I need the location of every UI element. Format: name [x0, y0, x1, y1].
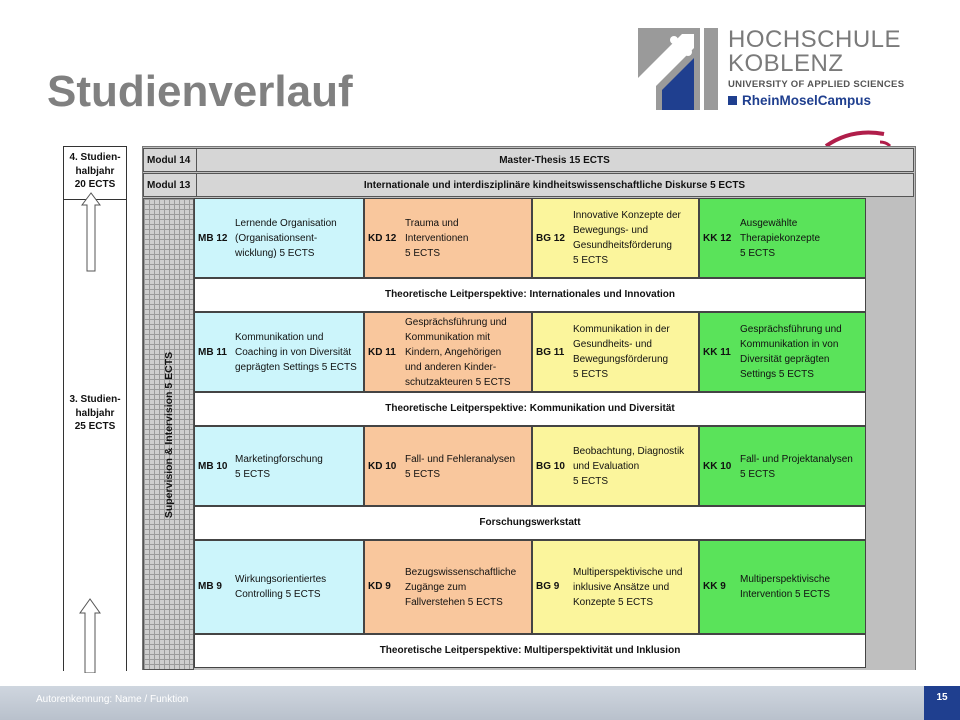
module-text-line: Kindern, Angehörigen: [405, 347, 502, 358]
module-text-line: Fall- und Projektanalysen: [740, 454, 853, 465]
module-text-line: Interventionen: [405, 233, 469, 244]
module-text-line: 5 ECTS: [235, 469, 271, 480]
module-code: KK 9: [703, 581, 726, 592]
module-text-line: Kommunikation in von: [740, 339, 839, 350]
module-code: MB 10: [198, 461, 228, 472]
module-text-line: Multiperspektivische: [740, 574, 831, 585]
module-text-line: Diversität geprägten: [740, 354, 830, 365]
module-text-line: Kommunikation und: [235, 332, 324, 343]
module-code: KD 9: [368, 581, 391, 592]
logo-name-line1: HOCHSCHULE: [728, 26, 902, 53]
module-cell-kd11: [364, 312, 532, 392]
module-cell-bg10: [532, 426, 699, 506]
modul-13-label: Modul 13: [147, 180, 191, 191]
leitperspektive-row: Theoretische Leitperspektive: Internationales und Innovation: [194, 278, 866, 312]
module-code: KD 11: [368, 347, 396, 358]
module-text-line: Coaching in von Diversität: [235, 347, 352, 358]
module-text-line: und anderen Kinder-: [405, 362, 497, 373]
module-code: KD 10: [368, 461, 397, 472]
module-code: KK 10: [703, 461, 732, 472]
module-cell-kk9: [699, 540, 866, 634]
footer-author: Autorenkennung: Name / Funktion: [36, 694, 189, 705]
modul-13-row: [143, 173, 914, 197]
page-title: Studienverlauf: [47, 67, 353, 116]
logo-subtitle: UNIVERSITY OF APPLIED SCIENCES: [728, 79, 905, 90]
module-code: KD 12: [368, 233, 397, 244]
module-text-line: (Organisationsent-: [235, 233, 318, 244]
logo-campus: [728, 93, 871, 108]
semester-3-line1: 3. Studien-: [69, 394, 121, 405]
module-text-line: Fall- und Fehleranalysen: [405, 454, 516, 465]
module-text-line: 5 ECTS: [573, 369, 609, 380]
page-number: 15: [924, 686, 960, 720]
module-text-line: Intervention 5 ECTS: [740, 589, 831, 600]
modul-14-label: Modul 14: [147, 155, 191, 166]
module-code: BG 12: [536, 233, 565, 244]
module-cell-mb10: [194, 426, 364, 506]
module-text-line: 5 ECTS: [573, 476, 609, 487]
module-text-line: Gesundheitsförderung: [573, 240, 672, 251]
module-text-line: und Evaluation: [573, 461, 640, 472]
module-code: BG 11: [536, 347, 565, 358]
module-code: KK 12: [703, 233, 732, 244]
module-text-line: 5 ECTS: [405, 469, 441, 480]
module-text-line: wicklung) 5 ECTS: [235, 248, 315, 259]
semester-3-line3: 25 ECTS: [74, 421, 116, 432]
modul-14-row: [143, 148, 914, 172]
module-text-line: Bezugswissenschaftliche: [405, 567, 517, 578]
university-logo: [638, 28, 922, 110]
module-cell-kd10: [364, 426, 532, 506]
module-cell-kk12: [699, 198, 866, 278]
module-cell-kd12: [364, 198, 532, 278]
module-text-line: geprägten Settings 5 ECTS: [235, 362, 357, 373]
supervision-label: Supervision & Intervision 5 ECTS: [163, 351, 175, 519]
module-text-line: Beobachtung, Diagnostik: [573, 446, 685, 457]
module-code: KK 11: [703, 347, 731, 358]
semester-column: [63, 146, 127, 671]
semester-3-label: [64, 393, 126, 434]
semester-4-line1: 4. Studien-: [69, 152, 121, 163]
semester-3-line2: halbjahr: [75, 407, 115, 419]
module-text-line: Gesprächsführung und: [740, 324, 842, 335]
module-cell-mb12: [194, 198, 364, 278]
module-text-line: 5 ECTS: [573, 255, 609, 266]
module-text-line: Controlling 5 ECTS: [235, 589, 321, 600]
module-text-line: Therapiekonzepte: [740, 233, 821, 244]
module-text-line: Kommunikation in der: [573, 324, 670, 335]
module-cell-mb9: [194, 540, 364, 634]
semester-4-line3: 20 ECTS: [74, 179, 116, 190]
semester-4-line2: halbjahr: [75, 165, 115, 177]
module-text-line: Bewegungsförderung: [573, 354, 669, 365]
module-cell-kk11: [699, 312, 866, 392]
modul-14-title: Master-Thesis 15 ECTS: [499, 155, 610, 166]
module-text-line: schutzakteuren 5 ECTS: [405, 377, 511, 388]
module-code: BG 10: [536, 461, 565, 472]
module-code: MB 9: [198, 581, 222, 592]
module-text-line: Trauma und: [405, 218, 459, 229]
module-text-line: inklusive Ansätze und: [573, 582, 670, 593]
module-cell-bg12: [532, 198, 699, 278]
campus-name: RheinMoselCampus: [742, 93, 872, 108]
semester-4-label: [64, 151, 126, 192]
module-text-line: Settings 5 ECTS: [740, 369, 814, 380]
logo-name-line2: KOBLENZ: [728, 50, 844, 77]
module-text-line: 5 ECTS: [405, 248, 441, 259]
module-text-line: Konzepte 5 ECTS: [573, 597, 654, 608]
leitperspektive-row: Theoretische Leitperspektive: Kommunikation und Diversität: [194, 392, 866, 426]
module-text-line: Innovative Konzepte der: [573, 210, 681, 221]
module-cell-kd9: [364, 540, 532, 634]
module-cell-bg9: [532, 540, 699, 634]
supervision-column: [143, 198, 194, 670]
arrow-up-icon: [78, 597, 102, 673]
module-text-line: 5 ECTS: [740, 248, 776, 259]
module-text-line: Kommunikation mit: [405, 332, 491, 343]
module-cell-kk10: [699, 426, 866, 506]
module-text-line: Bewegungs- und: [573, 225, 649, 236]
leitperspektive-row: Theoretische Leitperspektive: Multiperspektivität und Inklusion: [194, 634, 866, 668]
module-text-line: Gesprächsführung und: [405, 317, 507, 328]
module-code: MB 11: [198, 347, 227, 358]
module-text-line: Multiperspektivische und: [573, 567, 683, 578]
module-text-line: Wirkungsorientiertes: [235, 574, 327, 585]
module-text-line: Zugänge zum: [405, 582, 467, 593]
footer-bar: [0, 686, 924, 720]
module-cell-bg11: [532, 312, 699, 392]
forschungswerkstatt-row: Forschungswerkstatt: [194, 506, 866, 540]
campus-square-icon: [728, 96, 737, 105]
module-code: MB 12: [198, 233, 228, 244]
module-text-line: Fallverstehen 5 ECTS: [405, 597, 503, 608]
modul-13-title: Internationale und interdisziplinäre kindheitswissenschaftliche Diskurse 5 ECTS: [363, 180, 746, 191]
module-text-line: Gesundheits- und: [573, 339, 652, 350]
module-text-line: Ausgewählte: [740, 218, 798, 229]
module-text-line: Marketingforschung: [235, 454, 323, 465]
logo-mark-icon: [638, 28, 718, 110]
module-code: BG 9: [536, 581, 560, 592]
module-cell-mb11: [194, 312, 364, 392]
module-text-line: 5 ECTS: [740, 469, 776, 480]
arrow-up-icon: [80, 191, 102, 273]
module-text-line: Lernende Organisation: [235, 218, 337, 229]
